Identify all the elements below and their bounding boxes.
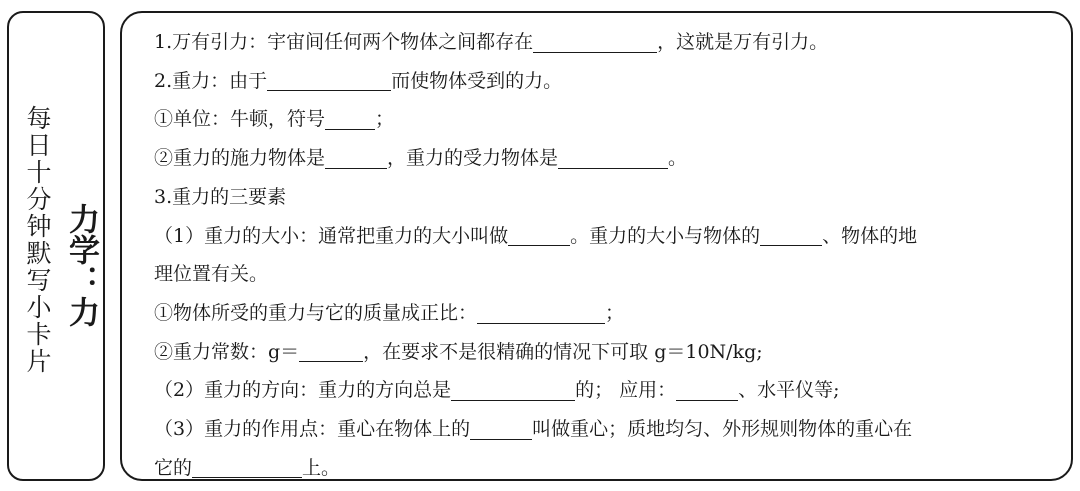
fill-in-blank bbox=[299, 341, 363, 362]
line-text: 叫做重心；质地均匀、外形规则物体的重心在 bbox=[532, 418, 913, 441]
text-line bbox=[154, 449, 1049, 488]
fill-in-blank bbox=[558, 148, 668, 169]
card-subtitle: 每日十分钟默写小卡片 bbox=[23, 105, 52, 375]
line-text: ，重力的受力物体是 bbox=[387, 147, 559, 170]
text-line bbox=[154, 217, 1049, 256]
text-line bbox=[154, 371, 1049, 410]
line-text: ，在要求不是很精确的情况下可取 g＝10N/kg; bbox=[363, 340, 763, 363]
line-text: 、水平仪等; bbox=[738, 379, 840, 402]
fill-in-blank bbox=[192, 458, 302, 479]
line-text: 、物体的地 bbox=[822, 224, 918, 247]
line-text: ①单位：牛顿，符号 bbox=[154, 108, 326, 131]
line-text: 1.万有引力：宇宙间任何两个物体之间都存在 bbox=[154, 31, 534, 53]
line-text: 。 bbox=[668, 147, 688, 170]
text-line bbox=[154, 23, 1049, 62]
line-text: ②重力常数：g＝ bbox=[154, 340, 300, 363]
text-line bbox=[154, 100, 1049, 139]
text-line bbox=[154, 294, 1049, 333]
fill-in-blank bbox=[533, 32, 657, 53]
line-text: 。重力的大小与物体的 bbox=[570, 224, 761, 247]
card-label-panel bbox=[7, 11, 105, 481]
line-text: 上。 bbox=[302, 456, 341, 479]
text-line bbox=[154, 255, 1049, 294]
line-text: ； bbox=[605, 301, 625, 324]
fill-in-blank bbox=[325, 109, 375, 130]
fill-in-blank bbox=[470, 419, 532, 440]
text-line bbox=[154, 333, 1049, 372]
line-text: ，这就是万有引力。 bbox=[657, 31, 829, 53]
card-title: 力学：力 bbox=[63, 203, 99, 327]
fill-in-blank bbox=[325, 148, 387, 169]
line-text: 而使物体受到的力。 bbox=[391, 69, 563, 92]
line-text: 理位置有关。 bbox=[154, 263, 269, 286]
line-text: ②重力的施力物体是 bbox=[154, 147, 326, 170]
dictation-card bbox=[120, 11, 1073, 481]
fill-in-blank bbox=[477, 303, 605, 324]
line-text: 3.重力的三要素 bbox=[154, 185, 287, 208]
line-text: 它的 bbox=[154, 456, 193, 479]
text-line bbox=[154, 62, 1049, 101]
line-text: ①物体所受的重力与它的质量成正比： bbox=[154, 301, 478, 324]
line-text: 2.重力：由于 bbox=[154, 69, 268, 92]
dictation-content bbox=[154, 23, 1049, 487]
line-text: （3）重力的作用点：重心在物体上的 bbox=[154, 418, 471, 441]
fill-in-blank bbox=[267, 71, 391, 92]
fill-in-blank bbox=[508, 225, 570, 246]
fill-in-blank bbox=[676, 380, 738, 401]
fill-in-blank bbox=[451, 380, 575, 401]
text-line bbox=[154, 139, 1049, 178]
text-line bbox=[154, 410, 1049, 449]
fill-in-blank bbox=[760, 225, 822, 246]
line-text: 的； 应用： bbox=[575, 379, 677, 402]
line-text: （2）重力的方向：重力的方向总是 bbox=[154, 379, 452, 402]
line-text: （1）重力的大小：通常把重力的大小叫做 bbox=[154, 224, 509, 247]
line-text: ； bbox=[375, 108, 395, 131]
text-line bbox=[154, 178, 1049, 217]
